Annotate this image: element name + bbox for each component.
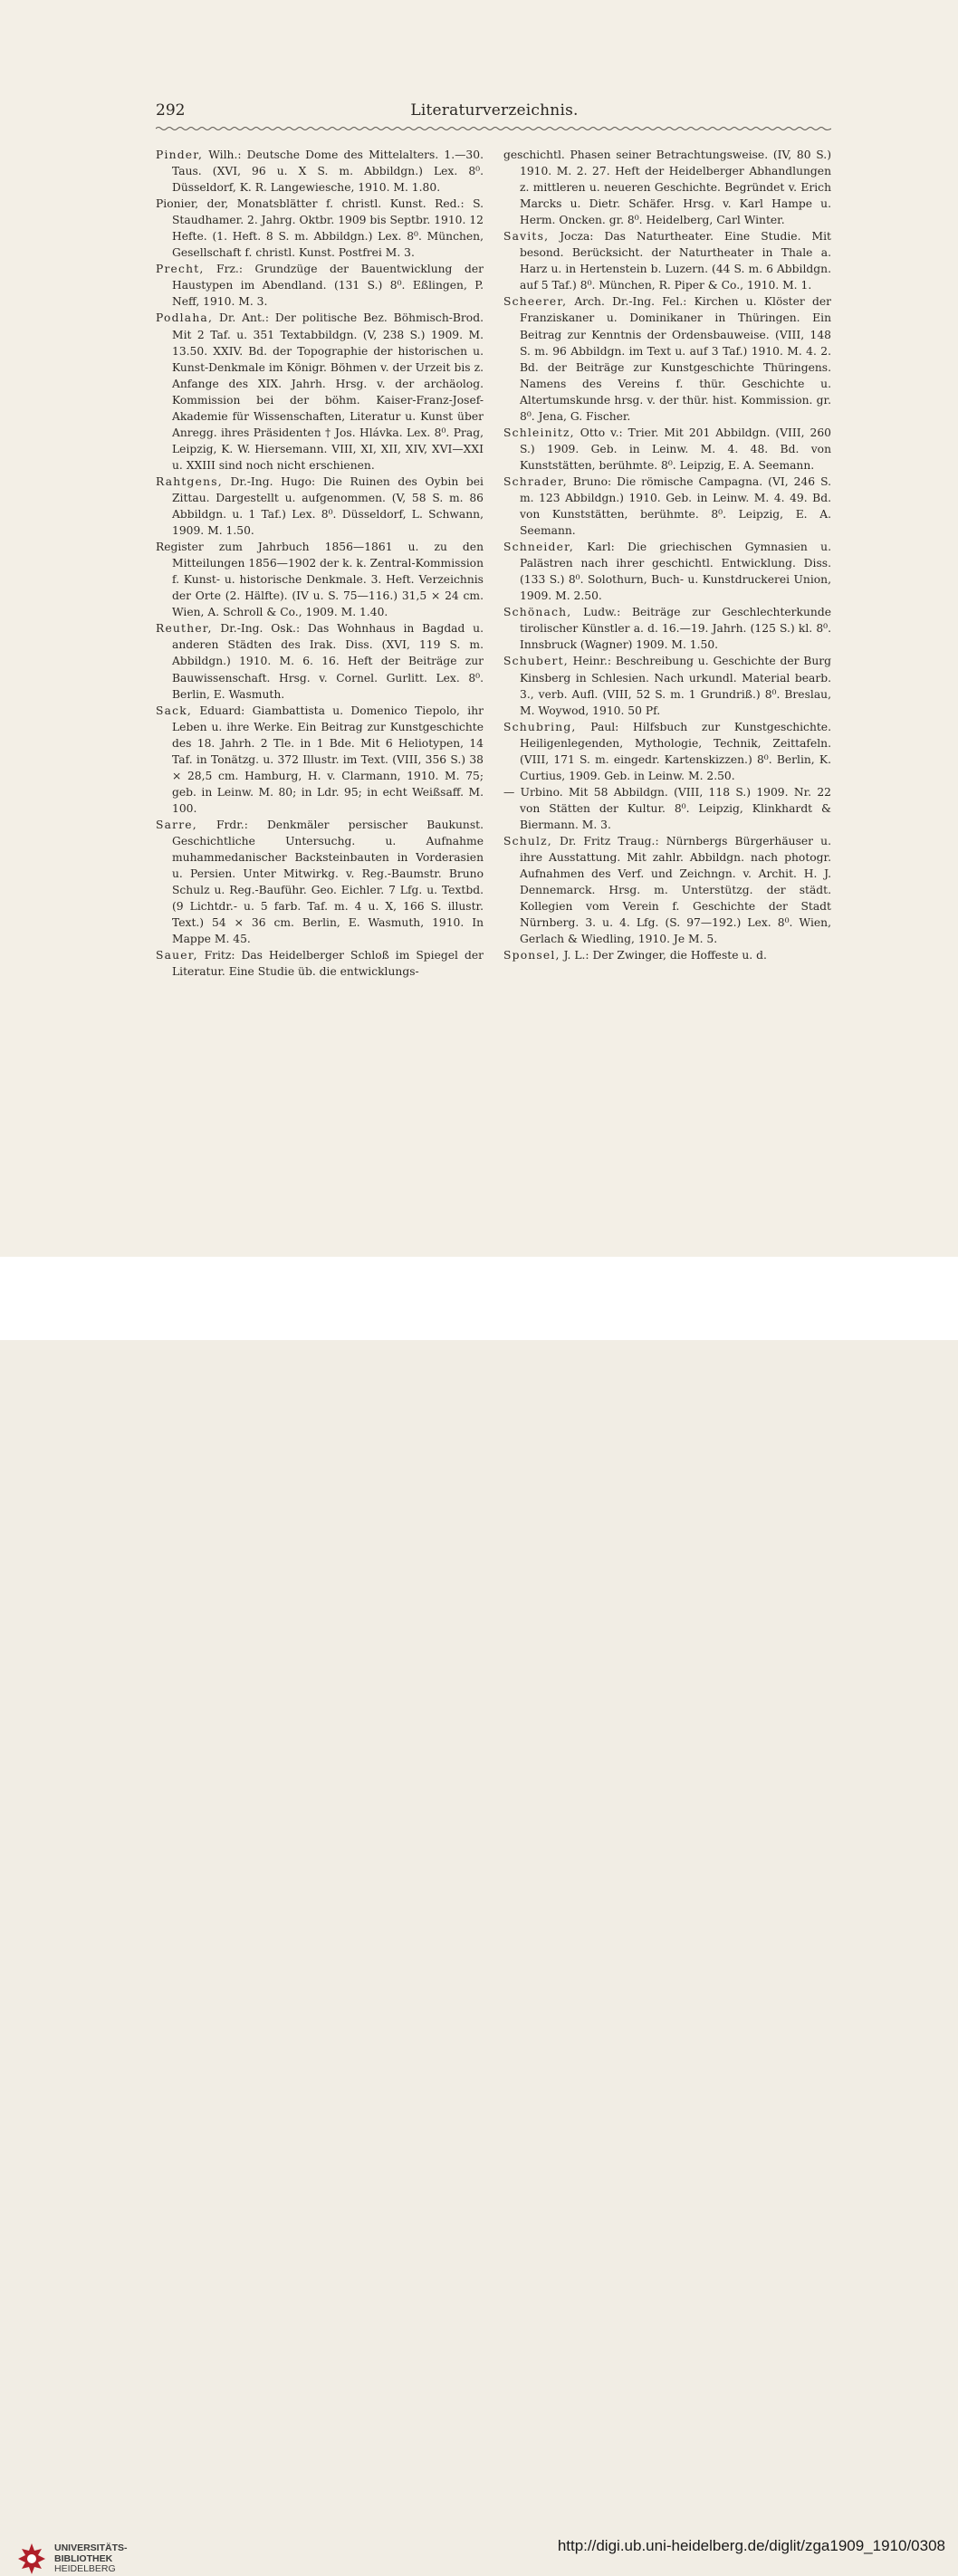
bibliography-entry [503, 947, 831, 963]
entry-text: — Urbino. Mit 58 Abbildgn. (VIII, 118 S.) 1909. Nr. 22 von Stätten der Kultur. 8⁰. Leipzig, Klinkhardt & Biermann. M. 3. [503, 785, 831, 831]
entry-text: Fritz: Das Heidelberger Schloß im Spiegel der Literatur. Eine Studie üb. die entwicklungs- [172, 949, 484, 979]
right-column [503, 147, 831, 963]
entry-author: Pinder, [156, 148, 204, 161]
entry-text: Ludw.: Beiträge zur Geschlechterkunde tirolischer Künstler a. d. 16.—19. Jahrh. (125 S.) kl. 8⁰. Innsbruck (Wagner) 1909. M. 1.50. [520, 606, 831, 652]
entry-text: Arch. Dr.-Ing. Fel.: Kirchen u. Klöster der Franziskaner u. Dominikaner in Thüringen. Ein Beitrag zur Kenntnis der Ordensbauweise. (VIII, 148 S. m. 96 Abbildgn. im Text u. auf 3 Taf.) 1910. M. 4. 2. Bd. der Beiträge zur Kunstgeschichte Thüringens. Namens des Vereins f. thür. Geschichte u. Altertumskunde hrsg. v. der thür. hist. Kommission. gr. 8⁰. Jena, G. Fischer. [520, 295, 831, 423]
entry-text: Eduard: Giambattista u. Domenico Tiepolo, ihr Leben u. ihre Werke. Ein Beitrag zur Kunstgeschichte des 18. Jahrh. 2 Tle. in 1 Bde. Mit 6 Heliotypen, 14 Taf. in Tonätzg. u. 372 Illustr. im Text. (VIII, 356 S.) 38 × 28,5 cm. Hamburg, H. v. Clarmann, 1910. M. 75; geb. in Leinw. M. 80; in Ldr. 95; in echt Weißsaff. M. 100. [172, 704, 484, 815]
bibliography-entry [156, 261, 484, 310]
digitization-footer [0, 1257, 958, 2574]
bibliography-entry [503, 653, 831, 718]
source-url-link[interactable]: http://digi.ub.uni-heidelberg.de/diglit/zga1909_1910/0308 [557, 2537, 945, 2554]
entry-text: Frz.: Grundzüge der Bauentwicklung der Haustypen im Abendland. (131 S.) 8⁰. Eßlingen, P. Neff, 1910. M. 3. [172, 263, 484, 309]
entry-text: Dr.-Ing. Osk.: Das Wohnhaus in Bagdad u. anderen Städten des Irak. Diss. (XVI, 119 S. m. Abbildgn.) 1910. M. 6. 16. Heft der Beiträge zur Bauwissenschaft. Hrsg. v. Cornel. Gurlitt. Lex. 8⁰. Berlin, E. Wasmuth. [172, 622, 484, 701]
bibliography-entry [503, 425, 831, 474]
entry-text: Wilh.: Deutsche Dome des Mittelalters. 1.—30. Taus. (XVI, 96 u. X S. m. Abbildgn.) Lex. 8⁰. Düsseldorf, K. R. Langewiesche, 1910. M. 1.80. [172, 148, 484, 195]
bibliography-entry [156, 620, 484, 702]
page-header [156, 101, 833, 125]
entry-author: Reuther, [156, 622, 213, 636]
bibliography-entry [156, 703, 484, 817]
bibliography-entry [156, 474, 484, 539]
entry-author: Sack, [156, 704, 193, 717]
entry-text: Pionier, der, Monatsblätter f. christl. Kunst. Red.: S. Staudhamer. 2. Jahrg. Oktbr. 1909 bis Septbr. 1910. 12 Hefte. (1. Heft. 8 S. m. Abbildgn.) Lex. 8⁰. München, Gesellschaft f. christl. Kunst. Postfrei M. 3. [156, 197, 484, 260]
bibliography-entry [156, 310, 484, 473]
bibliography-entry [156, 539, 484, 620]
entry-text: geschichtl. Phasen seiner Betrachtungsweise. (IV, 80 S.) 1910. M. 2. 27. Heft der Heidelberger Abhandlungen z. mittleren u. neueren Geschichte. Begründet v. Erich Marcks u. Dietr. Schäfer. Hrsg. v. Karl Hampe u. Herm. Oncken. gr. 8⁰. Heidelberg, Carl Winter. [503, 148, 831, 227]
bibliography-entry [503, 474, 831, 539]
entry-author: Sarre, [156, 818, 197, 831]
bibliography-entry [503, 719, 831, 784]
wavy-header-rule [156, 125, 831, 132]
entry-author: Schubring, [503, 720, 577, 733]
entry-text: Dr. Fritz Traug.: Nürnbergs Bürgerhäuser u. ihre Ausstattung. Mit zahlr. Abbildgn. nach photogr. Aufnahmen des Verf. und Zeichngn. v. Archit. H. J. Dennemarck. Hrsg. m. Unterstützg. der städt. Kollegien vom Verein f. Geschichte der Stadt Nürnberg. 3. u. 4. Lfg. (S. 97—192.) Lex. 8⁰. Wien, Gerlach & Wiedling, 1910. Je M. 5. [520, 834, 831, 946]
bibliography-entry [156, 196, 484, 261]
bibliography-entry [503, 539, 831, 604]
entry-author: Sauer, [156, 949, 198, 962]
entry-text: Otto v.: Trier. Mit 201 Abbildgn. (VIII, 260 S.) 1909. Geb. in Leinw. M. 4. 48. Bd. von Kunststätten, berühmte. 8⁰. Leipzig, E. A. Seemann. [520, 426, 831, 472]
entry-author: Schrader, [503, 474, 568, 488]
entry-author: Savits, [503, 230, 550, 244]
bibliography-entry [503, 604, 831, 653]
entry-text: Dr.-Ing. Hugo: Die Ruinen des Oybin bei Zittau. Dargestellt u. aufgenommen. (V, 58 S. m. 86 Abbildgn. u. 1 Taf.) Lex. 8⁰. Düsseldorf, L. Schwann, 1909. M. 1.50. [172, 474, 484, 538]
page-number: 292 [156, 101, 186, 120]
entry-author: Rahtgens, [156, 474, 223, 488]
library-name-line: UNIVERSITÄTS- [54, 2542, 128, 2553]
running-title: Literaturverzeichnis. [410, 101, 579, 120]
bibliography-entry [503, 784, 831, 833]
bibliography-entry [156, 947, 484, 980]
entry-author: Schulz, [503, 834, 552, 847]
bibliography-entry [503, 228, 831, 293]
library-name [54, 2543, 128, 2575]
scanned-page [0, 0, 958, 1257]
bibliography-entry [503, 293, 831, 424]
bibliography-entry [156, 147, 484, 196]
left-column [156, 147, 484, 980]
entry-text: Heinr.: Beschreibung u. Geschichte der Burg Kinsberg in Schlesien. Nach urkundl. Material bearb. 3., verb. Aufl. (VIII, 52 S. m. 1 Grundriß.) 8⁰. Breslau, M. Woywod, 1910. 50 Pf. [520, 655, 831, 717]
library-logo-icon [14, 2542, 49, 2576]
bibliography-entry [503, 147, 831, 228]
entry-author: Schneider, [503, 541, 574, 554]
entry-author: Precht, [156, 263, 205, 276]
entry-author: Schönach, [503, 606, 572, 619]
entry-author: Schleinitz, [503, 426, 575, 439]
entry-text: Frdr.: Denkmäler persischer Baukunst. Geschichtliche Untersuchg. u. Aufnahme muhammedanischer Backsteinbauten in Vorderasien u. Persien. Unter Mitwirkg. v. Reg.-Baumstr. Bruno Schulz u. Reg.-Bauführ. Geo. Eichler. 7 Lfg. u. Textbd. (9 Lichtdr.- u. 5 farb. Taf. m. 4 u. X, 166 S. illustr. Text.) 54 × 36 cm. Berlin, E. Wasmuth, 1910. In Mappe M. 45. [172, 818, 484, 946]
entry-text: Jocza: Das Naturtheater. Eine Studie. Mit besond. Berücksicht. der Naturtheater in Thale a. Harz u. in Hertenstein b. Luzern. (44 S. m. 6 Abbildgn. auf 5 Taf.) 8⁰. München, R. Piper & Co., 1910. M. 1. [520, 230, 831, 292]
entry-text: Register zum Jahrbuch 1856—1861 u. zu den Mitteilungen 1856—1902 der k. k. Zentral-Kommission f. Kunst- u. historische Denkmale. 3. Heft. Verzeichnis der Orte (2. Hälfte). (IV u. S. 75—116.) 31,5 × 24 cm. Wien, A. Schroll & Co., 1909. M. 1.40. [156, 541, 484, 619]
entry-author: Scheerer, [503, 295, 568, 309]
bibliography-entry [156, 817, 484, 947]
bibliography-entry [503, 833, 831, 947]
entry-text: Bruno: Die römische Campagna. (VI, 246 S. m. 123 Abbildgn.) 1910. Geb. in Leinw. M. 4. 49. Bd. von Kunststätten, berühmte. 8⁰. Leipzig, E. A. Seemann. [520, 474, 831, 538]
entry-author: Schubert, [503, 655, 569, 668]
entry-author: Podlaha, [156, 311, 214, 325]
library-name-line: BIBLIOTHEK [54, 2552, 113, 2564]
entry-author: Sponsel, [503, 949, 560, 962]
entry-text: J. L.: Der Zwinger, die Hoffeste u. d. [560, 949, 767, 962]
library-name-line: HEIDELBERG [54, 2563, 116, 2574]
entry-text: Karl: Die griechischen Gymnasien u. Palästren nach ihrer geschichtl. Entwicklung. Diss. (133 S.) 8⁰. Solothurn, Buch- u. Kunstdruckerei Union, 1909. M. 2.50. [520, 541, 831, 603]
entry-text: Dr. Ant.: Der politische Bez. Böhmisch-Brod. Mit 2 Taf. u. 351 Textabbildgn. (V, 238 S.) 1909. M. 13.50. XXIV. Bd. der Topographie der historischen u. Kunst-Denkmale im Königr. Böhmen v. der Urzeit bis z. Anfange des XIX. Jahrh. Hrsg. v. der archäolog. Kommission bei der böhm. Kaiser-Franz-Josef-Akademie für Wissenschaften, Literatur u. Kunst über Anregg. ihres Präsidenten † Jos. Hlávka. Lex. 8⁰. Prag, Leipzig, K. W. Hiersemann. VIII, XI, XII, XIV, XVI—XXI u. XXIII sind noch nicht erschienen. [172, 311, 484, 472]
entry-text: Paul: Hilfsbuch zur Kunstgeschichte. Heiligenlegenden, Mythologie, Technik, Zeittafeln. (VIII, 171 S. m. eingedr. Kartenskizzen.) 8⁰. Berlin, K. Curtius, 1909. Geb. in Leinw. M. 2.50. [520, 720, 831, 782]
